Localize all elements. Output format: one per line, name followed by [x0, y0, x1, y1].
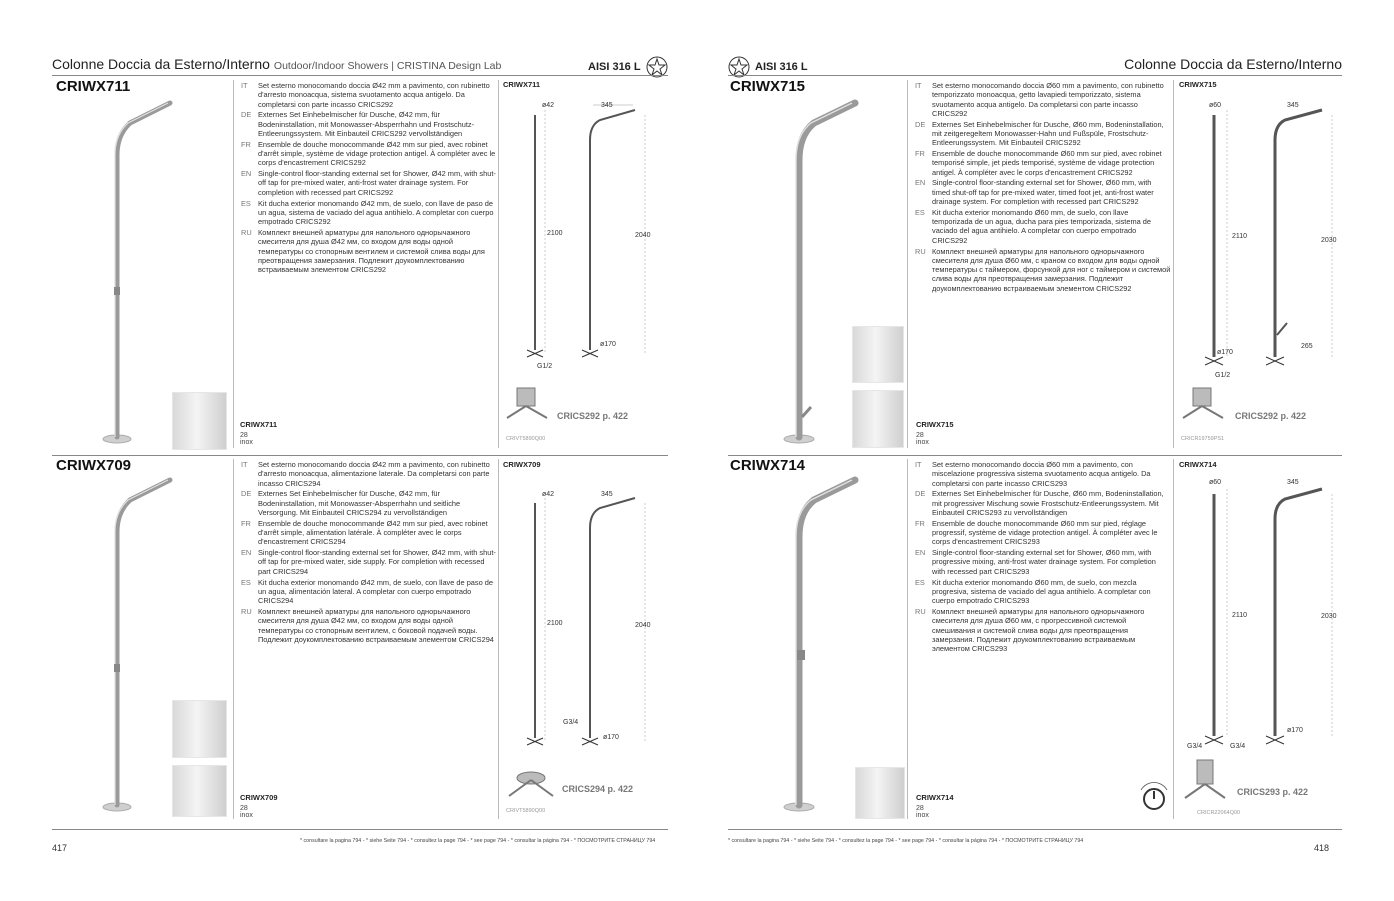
description-row: [915, 489, 1171, 517]
divider: [498, 459, 499, 819]
description-text: Kit ducha exterior monomando Ø60 mm, de suelo, con mezcla progresiva, sistema de vaciado del agua antihielo. A completar con cuerpo empotrado CRICS293: [932, 577, 1151, 606]
description-row: [915, 519, 1171, 547]
page-number: 418: [1314, 843, 1330, 853]
detail-thumbnail: [172, 700, 227, 758]
description-list: [241, 81, 497, 276]
description-list: [915, 460, 1171, 655]
technical-drawing: [505, 95, 665, 375]
dim-tube: ø60: [1209, 479, 1222, 486]
recessed-part-ref: CRICS292 p. 422: [1235, 411, 1307, 421]
technical-drawing: [505, 483, 665, 753]
detail-thumbnail: [852, 390, 904, 448]
description-text: Комплект внешней арматуры для напольного однорычажного смесителя для душа Ø42 мм, со входом для воды одной температуры со стопорным вентилем, с боковой подачей воды. Подлежит доукомплектованию встраиваемым элементом CRICS294: [258, 606, 494, 644]
description-row: [241, 548, 497, 576]
small-code: CRIWX714: [916, 793, 954, 802]
dim-reach: 345: [1287, 102, 1299, 109]
language-code: EN: [241, 169, 252, 179]
description-text: Ensemble de douche monocommande Ø42 mm sur pied, avec robinet d'arrêt simple, alimentation latérale. À compléter avec le corps d'encastrement CRICS294: [258, 518, 488, 547]
description-list: [915, 81, 1171, 295]
description-text: Externes Set Einhebelmischer für Dusche, Ø60 mm, Bodeninstallation, mit progressiver Mischung sowie Frostschutz-Entleerungssystem. Mit Einbauteil CRICS293 zu vervollständigen: [932, 489, 1164, 517]
description-row: [241, 199, 497, 227]
language-code: EN: [241, 548, 252, 558]
header-title: Colonne Doccia da Esterno/Interno: [1124, 56, 1342, 72]
dim-tube: ø60: [1209, 102, 1222, 109]
right-page: [697, 0, 1394, 901]
product-code: CRIWX709: [56, 457, 132, 474]
description-list: [241, 460, 497, 646]
language-code: ES: [241, 198, 251, 208]
drawing-title: CRIWX715: [1179, 80, 1217, 89]
shower-column-photo: [777, 472, 867, 817]
finish-note: 28 inox: [240, 805, 253, 819]
dim-height-1: 2110: [1232, 233, 1248, 240]
language-code: IT: [915, 460, 922, 469]
detail-thumbnail: [172, 392, 227, 450]
description-row: [915, 178, 1171, 206]
footer-rule: [52, 829, 668, 830]
drawing-title: CRIWX711: [503, 80, 541, 89]
footer-rule: [728, 829, 1342, 830]
header-title: Colonne Doccia da Esterno/Interno: [52, 56, 270, 72]
dim-height-1: 2100: [547, 230, 563, 237]
description-text: Комплект внешней арматуры для напольного однорычажного смесителя для душа Ø42 мм, со входом для воды одной температуры со стопорным вентилем и системой слива воды для преотвращения замерзания. Подлежит доукомплектованию встраиваемым элементом CRICS292: [258, 227, 485, 275]
description-row: [241, 607, 497, 644]
description-text: Externes Set Einhebelmischer für Dusche, Ø42 mm, für Bodeninstallation, mit Monowasser-Absperrhahn und seitliche Versorgung. Mit Einbauteil CRICS294 zu vervollständigen: [258, 489, 461, 517]
divider: [907, 80, 908, 448]
dim-base: ø170: [1217, 349, 1233, 356]
dim-height-2: 2030: [1321, 613, 1337, 620]
description-text: Set esterno monocomando doccia Ø60 mm a pavimento, con miscelazione progressiva sistema svuotamento acqua antigelo. Da completarsi con parte incasso CRICS293: [932, 460, 1151, 488]
divider: [233, 80, 234, 448]
language-code: ES: [915, 207, 925, 217]
description-text: Ensemble de douche monocommande Ø42 mm sur pied, avec robinet d'arrêt simple, système de vidage protection antigel. À compléter avec le corps d'encastrement CRICS292: [258, 139, 496, 168]
finish-note: 28 inox: [240, 432, 253, 446]
description-row: [241, 489, 497, 517]
dim-base: ø170: [600, 341, 616, 348]
language-code: ES: [241, 577, 251, 587]
dim-reach: 345: [601, 102, 613, 109]
divider: [907, 459, 908, 819]
language-code: EN: [915, 548, 926, 558]
technical-drawing: [1187, 95, 1352, 380]
dim-tube: ø42: [542, 491, 555, 498]
divider: [1173, 459, 1174, 819]
aisi-label: AISI 316 L: [588, 61, 641, 73]
description-text: Kit ducha exterior monomando Ø42 mm, de suelo, con llave de paso de un agua, alimentación lateral. A completar con cuerpo empotrado CRICS294: [258, 577, 493, 606]
divider: [498, 80, 499, 448]
description-text: Kit ducha exterior monomando Ø60 mm, de suelo, con llave temporizada de un agua, ducha para pies temporizada, sistema de vaciado del agua antihielo. A completar con cuerpo empotrado CRICS292: [932, 207, 1151, 245]
description-text: Single-control floor-standing external set for Shower, Ø60 mm, with progressive mixing, anti-frost water drainage system. For completion with recessed part CRICS293: [932, 548, 1156, 576]
detail-thumbnail: [172, 765, 227, 817]
language-code: DE: [915, 489, 926, 499]
dim-reach: 345: [601, 491, 613, 498]
language-code: FR: [241, 139, 251, 149]
technical-drawing: [1187, 474, 1352, 754]
detail-thumbnail: [852, 326, 904, 383]
description-text: Set esterno monocomando doccia Ø42 mm a pavimento, con rubinetto d'arresto monoacqua, alimentazione laterale. Da completarsi con parte incasso CRICS294: [258, 460, 490, 488]
small-code: CRIWX711: [240, 420, 278, 429]
recessed-part-icon: [505, 766, 557, 800]
language-code: IT: [241, 81, 248, 90]
description-row: [915, 548, 1171, 576]
detail-thumbnail: [855, 767, 905, 819]
description-text: Set esterno monocomando doccia Ø42 mm a pavimento, con rubinetto d'arresto monoacqua, sistema svuotamento acqua antigelo. Da completarsi con parte incasso CRICS292: [258, 81, 490, 109]
article-code: CRIVT5890Q00: [506, 436, 546, 442]
description-row: [915, 460, 1171, 488]
language-code: ES: [915, 577, 925, 587]
description-text: Комплект внешней арматуры для напольного однорычажного смесителя для душа Ø60 мм, с краном со входом для воды одной температуры с таймером, форсункой для ног с таймером и системой слива воды для преотвращения замерзания. Подлежит доукомплектованию встраиваемым элементом CRICS292: [932, 246, 1171, 293]
language-code: DE: [241, 489, 252, 499]
dim-height-2: 2040: [635, 232, 651, 239]
description-text: Externes Set Einhebelmischer für Dusche, Ø42 mm, für Bodeninstallation, mit Monowasser-Absperrhahn und Frostschutz-Entleerungssystem. Mit Einbauteil CRICS292 vervollständigen: [258, 110, 475, 138]
description-text: Single-control floor-standing external set for Shower, Ø60 mm, with timed shut-off tap for pre-mixed water, timed foot jet, anti-frost water drainage system. For completion with recessed part CRICS292: [932, 178, 1154, 207]
dim-height-2: 2030: [1321, 237, 1337, 244]
description-text: Single-control floor-standing external set for Shower, Ø42 mm, with shut-off tap for pre-mixed water, side supply. For completion with recessed part CRICS294: [258, 548, 496, 576]
header-rule: [52, 75, 668, 76]
dim-inlet: G3/4: [563, 719, 579, 726]
description-row: [241, 228, 497, 274]
small-code: CRIWX709: [240, 793, 278, 802]
recessed-part-ref: CRICS294 p. 422: [562, 784, 634, 794]
finish-note: 28 inox: [916, 432, 929, 446]
recessed-part-icon: [1179, 382, 1227, 422]
description-row: [241, 169, 497, 197]
language-code: IT: [241, 460, 248, 469]
small-code: CRIWX715: [916, 420, 954, 429]
description-row: [915, 607, 1171, 653]
language-code: FR: [241, 518, 251, 528]
recessed-part-ref: CRICS292 p. 422: [557, 411, 629, 421]
language-code: DE: [241, 110, 252, 120]
description-row: [241, 81, 497, 109]
description-text: Комплект внешней арматуры для напольного однорычажного смесителя для душа Ø60 мм, с прогрессивной системой смешивания и системой слива воды для преотвращения замерзания. Подлежит доукомплектованию встраиваемым элементом CRICS293: [932, 606, 1145, 654]
language-code: IT: [915, 81, 922, 90]
product-code: CRIWX714: [730, 457, 806, 474]
dim-tube: ø42: [542, 102, 555, 109]
header-subtitle: Outdoor/Indoor Showers | CRISTINA Design Lab: [273, 60, 502, 72]
description-row: [915, 247, 1171, 293]
dim-inlet: G3/4: [1187, 743, 1203, 750]
language-code: RU: [241, 606, 252, 616]
page-header: [1124, 56, 1342, 72]
dim-height-2: 2040: [635, 622, 651, 629]
product-code: CRIWX715: [730, 78, 806, 95]
description-text: Ensemble de douche monocommande Ø60 mm sur pied, réglage progressif, système de vidage protection antigel. À compléter avec le corps d'encastrement CRICS293: [932, 518, 1158, 547]
drawing-title: CRIWX709: [503, 460, 541, 469]
dim-height-1: 2100: [547, 620, 563, 627]
language-code: FR: [915, 149, 925, 159]
divider: [1173, 80, 1174, 448]
recessed-part-ref: CRICS293 p. 422: [1237, 787, 1309, 797]
description-text: Kit ducha exterior monomando Ø42 mm, de suelo, con llave de paso de un agua, sistema de vaciado del agua antihielo. A completar con cuerpo empotrado CRICS292: [258, 198, 494, 227]
product-code: CRIWX711: [56, 78, 131, 95]
header-rule: [728, 75, 1342, 76]
language-code: RU: [241, 227, 252, 237]
description-text: Single-control floor-standing external set for Shower, Ø42 mm, with shut-off tap for pre-mixed water, anti-frost water drainage system. For completion with recessed part CRICS292: [258, 169, 496, 197]
description-row: [241, 110, 497, 138]
dim-base: ø170: [603, 734, 619, 741]
drawing-title: CRIWX714: [1179, 460, 1217, 469]
section-rule: [728, 455, 1342, 456]
language-code: EN: [915, 178, 926, 188]
recessed-part-icon: [503, 382, 551, 422]
language-code: RU: [915, 246, 926, 256]
description-row: [915, 208, 1171, 245]
description-row: [241, 140, 497, 168]
divider: [233, 459, 234, 819]
description-row: [241, 460, 497, 488]
description-row: [915, 578, 1171, 606]
footnote: * consultare la pagina 794 - * siehe Seite 794 - * consultez la page 794 - * see page 794 - * consultar la página 794 - * ПОСМОТРИТЕ СТРАНИЦУ 794: [728, 838, 1084, 844]
article-code: CRICR19759PS1: [1181, 436, 1225, 442]
article-code: CRICR22064Q00: [1197, 810, 1241, 816]
dim-base: ø170: [1287, 727, 1303, 734]
article-code: CRIVT5890Q00: [506, 808, 546, 814]
dim-inlet-2: G3/4: [1230, 743, 1246, 750]
dim-reach: 345: [1287, 479, 1299, 486]
dim-inlet: G1/2: [1215, 372, 1231, 379]
dim-inlet: G1/2: [537, 363, 553, 370]
language-code: FR: [915, 518, 925, 528]
description-text: Set esterno monocomando doccia Ø60 mm a pavimento, con rubinetto temporizzato monoacqua, getto lavapiedi temporizzato, sistema svuotamento acqua antigelo. Da completarsi con parte incasso CRICS292: [932, 81, 1164, 118]
mixing-dial-icon: [1135, 780, 1173, 818]
description-row: [915, 81, 1171, 118]
section-rule: [52, 455, 668, 456]
dim-height-1: 2110: [1232, 612, 1248, 619]
description-row: [915, 120, 1171, 148]
description-row: [915, 149, 1171, 177]
description-row: [241, 519, 497, 547]
aisi-label: AISI 316 L: [755, 61, 808, 73]
description-text: Externes Set Einhebelmischer für Dusche, Ø60 mm, Bodeninstallation, mit zeitgeregeltem Monowasser-Hahn und Fußspüle, Frostschutz-Entleerungssystem. Mit Einbauteil CRICS292: [932, 119, 1164, 148]
page-number: 417: [52, 843, 68, 853]
footnote: * consultare la pagina 794 - * siehe Seite 794 - * consultez la page 794 - * see page 794 - * consultar la página 794 - * ПОСМОТРИТЕ СТРАНИЦУ 794: [300, 838, 656, 844]
recessed-part-icon: [1181, 758, 1229, 802]
language-code: RU: [915, 606, 926, 616]
finish-note: 28 inox: [916, 805, 929, 819]
description-row: [241, 578, 497, 606]
description-text: Ensemble de douche monocommande Ø60 mm sur pied, avec robinet temporisé simple, jet pieds temporisé, système de vidage protection antigel. À compléter avec le corps d'encastrement CRICS292: [932, 149, 1162, 177]
page-header: [52, 56, 501, 72]
language-code: DE: [915, 119, 926, 129]
dim-foot-jet: 265: [1301, 343, 1313, 350]
